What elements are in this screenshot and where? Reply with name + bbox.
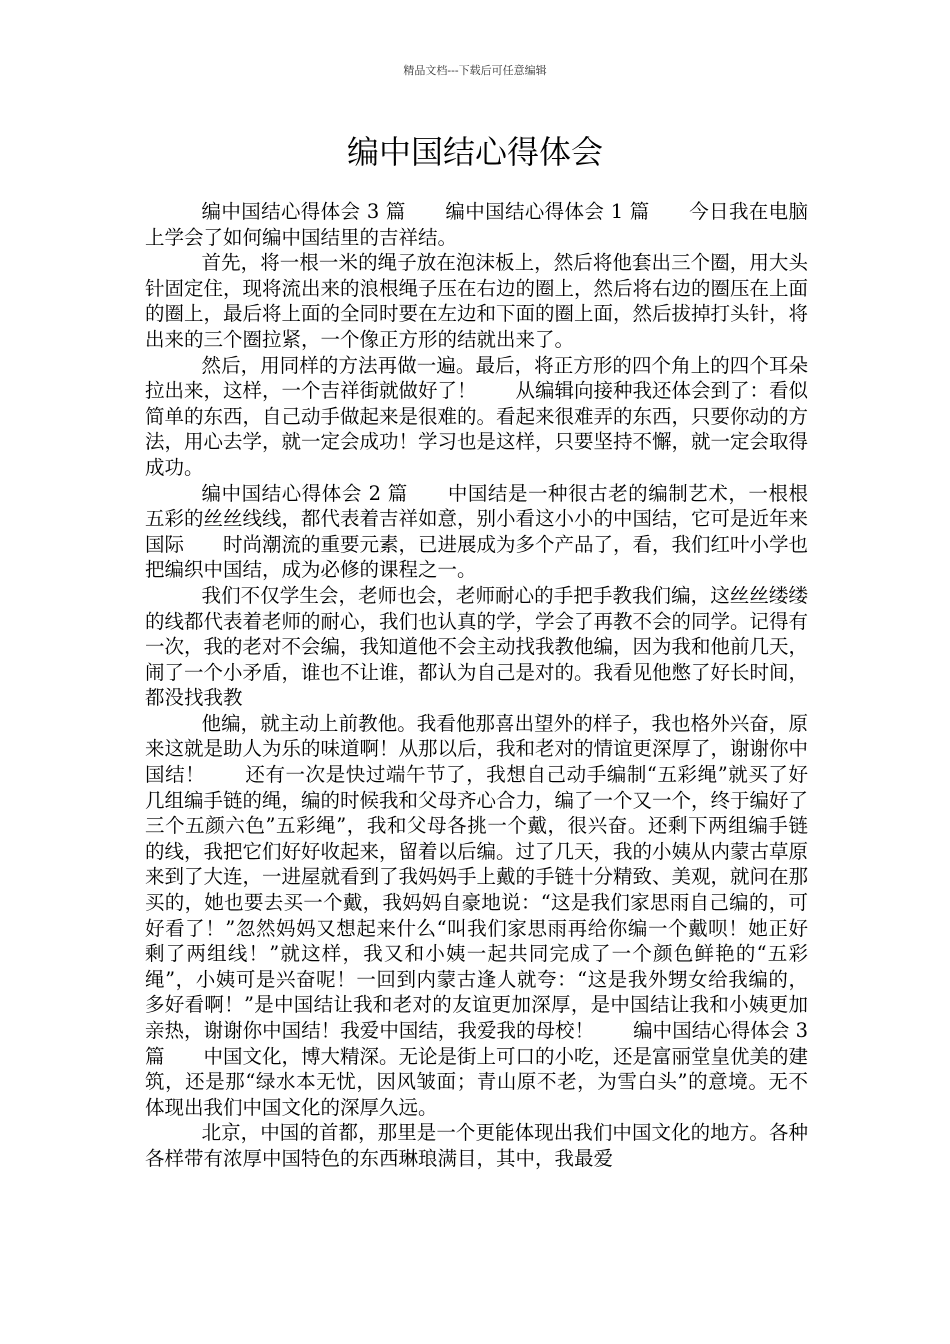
paragraph: 然后，用同样的方法再做一遍。最后，将正方形的四个角上的四个耳朵拉出来，这样，一个吉祥街就做好了！ 从编辑向接种我还体会到了：看似简单的东西，自己动手做起来是很难的。看起来很难弄的东西，只要你动的方法，用心去学，就一定会成功！学习也是这样，只要坚持不懈，就一定会取得成功。	[145, 353, 809, 479]
paragraph: 编中国结心得体会 3 篇 编中国结心得体会 1 篇 今日我在电脑上学会了如何编中国结里的吉祥结。	[145, 200, 808, 249]
page-header: 精品文档---下载后可任意编辑	[403, 64, 547, 77]
paragraph: 我们不仅学生会，老师也会，老师耐心的手把手教我们编，这丝丝缕缕的线都代表着老师的耐心，我们也认真的学，学会了再教不会的同学。记得有一次，我的老对不会编，我知道他不会主动找我教他编，因为我和他前几天，闹了一个小矛盾，谁也不让谁，都认为自己是对的。我看见他憋了好长时间，都没找我教	[145, 583, 809, 710]
paragraph: 他编，就主动上前教他。我看他那喜出望外的样子，我也格外兴奋，原来这就是助人为乐的味道啊！从那以后，我和老对的情谊更深厚了，谢谢你中国结！ 还有一次是快过端午节了，我想自己动手编制“五彩绳”就买了好几组编手链的绳，编的时候我和父母齐心合力，编了一个又一个，终于编好了三个五颜六色”五彩绳”，我和父母各挑一个戴，很兴奋。还剩下两组编手链的线，我把它们好好收起来，留着以后编。过了几天，我的小姨从内蒙古草原来到了大连，一进屋就看到了我妈妈手上戴的手链十分精致、美观，就问在那买的，她也要去买一个戴，我妈妈自豪地说：“这是我们家思雨自己编的，可好看了！”忽然妈妈又想起来什么“叫我们家思雨再给你编一个戴呗！她正好剩了两组线！”就这样，我又和小姨一起共同完成了一个颜色鲜艳的“五彩绳”，小姨可是兴奋呢！一回到内蒙古逢人就夸：“这是我外甥女给我编的，多好看啊！”是中国结让我和老对的友谊更加深厚，是中国结让我和小姨更加亲热，谢谢你中国结！我爱中国结，我爱我的母校！ 编中国结心得体会 3 篇 中国文化，博大精深。无论是街上可口的小吃，还是富丽堂皇优美的建筑，还是那“绿水本无忧，因风皱面；青山原不老，为雪白头”的意境。无不体现出我们中国文化的深厚久远。	[145, 711, 809, 1119]
paragraph: 首先，将一根一米的绳子放在泡沫板上，然后将他套出三个圈，用大头针固定住，现将流出来的浪根绳子压在右边的圈上，然后将右边的圈压在上面的圈上，最后将上面的全同时要在左边和下面的圈上面，然后拔掉打头针，将出来的三个圈拉紧，一个像正方形的结就出来了。	[145, 251, 809, 351]
document-body	[145, 199, 808, 1172]
paragraph: 编中国结心得体会 2 篇 中国结是一种很古老的编制艺术，一根根五彩的丝丝线线，都代表着吉祥如意，别小看这小小的中国结，它可是近年来国际 时尚潮流的重要元素，已进展成为多个产品了，看，我们红叶小学也把编织中国结，成为必修的课程之一。	[145, 481, 809, 582]
paragraph: 北京，中国的首都，那里是一个更能体现出我们中国文化的地方。各种各样带有浓厚中国特色的东西琳琅满目，其中，我最爱	[145, 1121, 808, 1170]
page-title: 编中国结心得体会	[346, 133, 603, 171]
